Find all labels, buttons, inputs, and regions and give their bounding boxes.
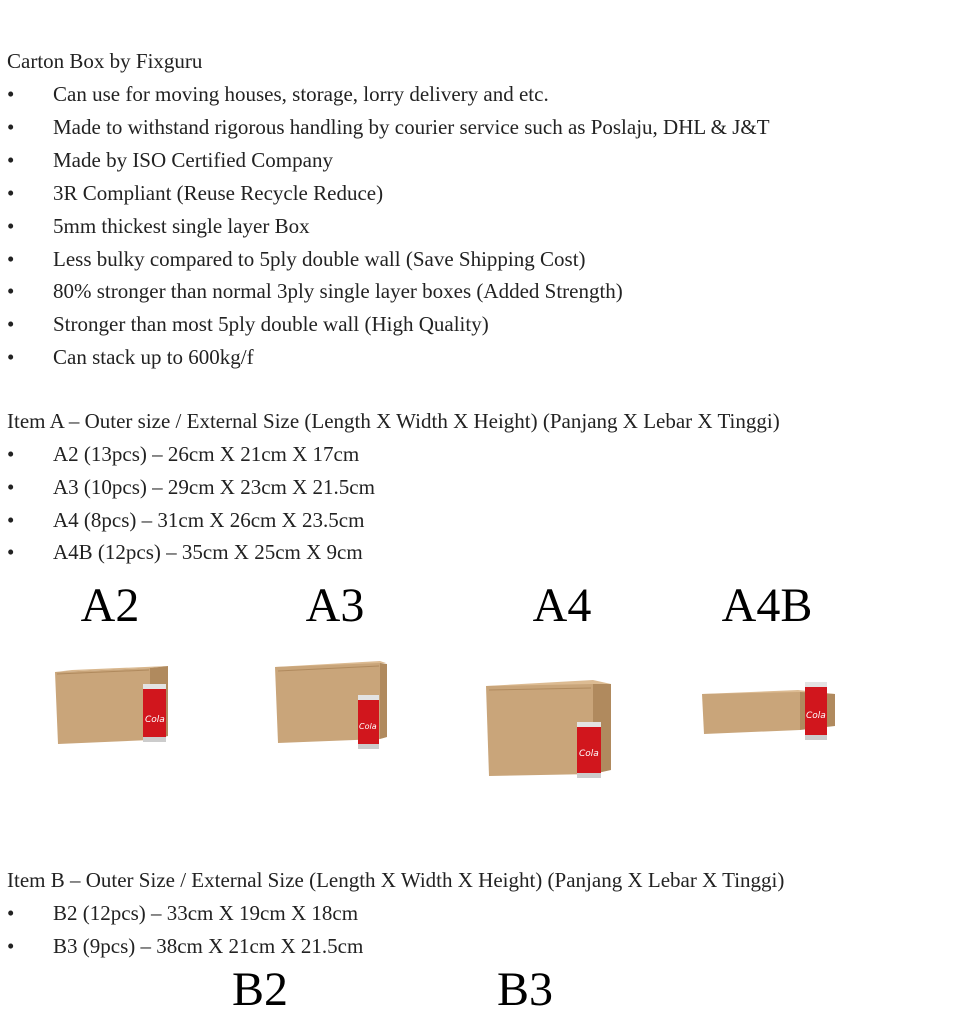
- bullet-dot: •: [7, 934, 15, 958]
- feature-text: Made to withstand rigorous handling by courier service such as Poslaju, DHL & J&T: [53, 115, 770, 139]
- feature-text: Less bulky compared to 5ply double wall (Save Shipping Cost): [53, 247, 586, 271]
- size-text: A4 (8pcs) – 31cm X 26cm X 23.5cm: [53, 508, 365, 532]
- svg-text:Cola: Cola: [359, 722, 377, 731]
- bullet-dot: •: [7, 181, 15, 205]
- bullet-dot: •: [7, 508, 15, 532]
- box-label-a4: A4: [532, 579, 592, 632]
- box-label-b2: B2: [231, 963, 288, 1016]
- svg-text:Cola: Cola: [579, 749, 599, 759]
- bullet-dot: •: [7, 475, 15, 499]
- bullet-dot: •: [7, 540, 15, 564]
- carton-box-a4-image: [483, 676, 618, 781]
- page-title: Carton Box by Fixguru: [7, 49, 203, 73]
- feature-text: Made by ISO Certified Company: [53, 148, 333, 172]
- feature-text: Can stack up to 600kg/f: [53, 345, 254, 369]
- size-text: A2 (13pcs) – 26cm X 21cm X 17cm: [53, 442, 360, 466]
- carton-box-a2-image: [50, 660, 175, 750]
- feature-text: 3R Compliant (Reuse Recycle Reduce): [53, 181, 384, 205]
- feature-text: Stronger than most 5ply double wall (High Quality): [53, 312, 489, 336]
- size-text: B2 (12pcs) – 33cm X 19cm X 18cm: [53, 901, 359, 925]
- bullet-dot: •: [7, 148, 15, 172]
- bullet-dot: •: [7, 82, 15, 106]
- item-b-heading: Item B – Outer Size / External Size (Length X Width X Height) (Panjang X Lebar X Tinggi): [7, 868, 785, 892]
- bullet-dot: •: [7, 345, 15, 369]
- size-text: A3 (10pcs) – 29cm X 23cm X 21.5cm: [53, 475, 375, 499]
- size-text: A4B (12pcs) – 35cm X 25cm X 9cm: [53, 540, 363, 564]
- bullet-dot: •: [7, 442, 15, 466]
- box-label-b3: B3: [496, 963, 553, 1016]
- bullet-dot: •: [7, 115, 15, 139]
- svg-text:Cola: Cola: [806, 711, 826, 721]
- box-label-a2: A2: [80, 579, 140, 632]
- item-a-heading: Item A – Outer size / External Size (Length X Width X Height) (Panjang X Lebar X Tinggi): [7, 409, 780, 433]
- bullet-dot: •: [7, 247, 15, 271]
- box-label-a3: A3: [305, 579, 365, 632]
- feature-text: Can use for moving houses, storage, lorry delivery and etc.: [53, 82, 549, 106]
- bullet-dot: •: [7, 312, 15, 336]
- carton-box-a4b-image: [698, 678, 843, 743]
- bullet-dot: •: [7, 279, 15, 303]
- svg-text:Cola: Cola: [145, 715, 165, 725]
- bullet-dot: •: [7, 901, 15, 925]
- box-label-a4b: A4B: [721, 579, 813, 632]
- feature-text: 80% stronger than normal 3ply single layer boxes (Added Strength): [53, 279, 623, 303]
- size-text: B3 (9pcs) – 38cm X 21cm X 21.5cm: [53, 934, 364, 958]
- carton-box-a3-image: [270, 655, 395, 755]
- feature-text: 5mm thickest single layer Box: [53, 214, 310, 238]
- bullet-dot: •: [7, 214, 15, 238]
